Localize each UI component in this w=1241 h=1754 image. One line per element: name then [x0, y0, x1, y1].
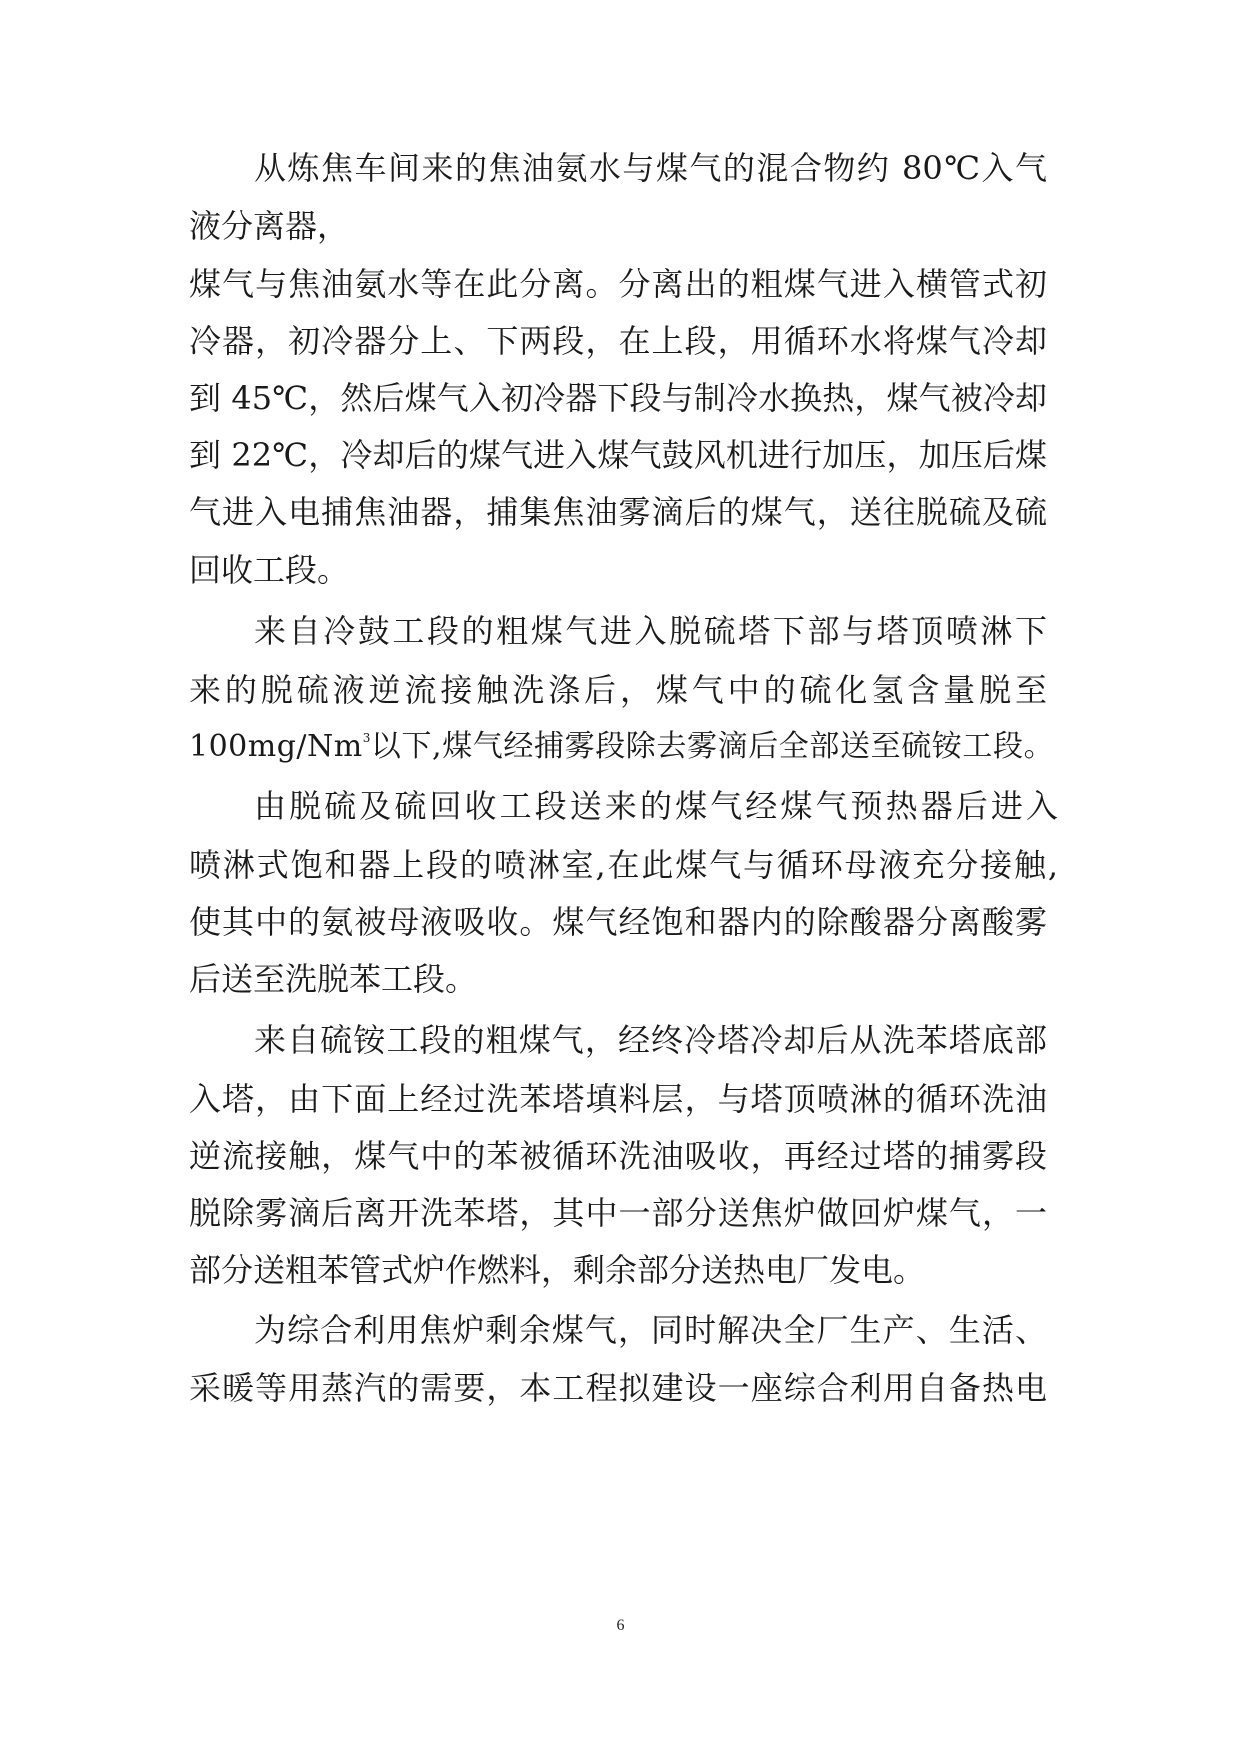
paragraph-4-line-2 — [0, 1079, 1241, 1119]
paragraph-5-line-2 — [0, 1368, 1241, 1408]
text-line: 采暖等用蒸汽的需要，本工程拟建设一座综合利用自备热电 — [189, 1369, 1047, 1407]
text-line: 煤气与焦油氨水等在此分离。分离出的粗煤气进入横管式初 — [189, 265, 1047, 303]
text-line: 来的脱硫液逆流接触洗涤后，煤气中的硫化氢含量脱至 — [189, 671, 1047, 709]
text-line: 来自冷鼓工段的粗煤气进入脱硫塔下部与塔顶喷淋下 — [254, 612, 1047, 650]
text-line: 到 22℃，冷却后的煤气进入煤气鼓风机进行加压，加压后煤 — [189, 436, 1047, 474]
paragraph-2-line-2 — [0, 670, 1241, 710]
text-line: 为综合利用焦炉剩余煤气，同时解决全厂生产、生活、 — [254, 1311, 1047, 1349]
text-line: 部分送粗苯管式炉作燃料，剩余部分送热电厂发电。 — [189, 1251, 926, 1289]
text-line: 气进入电捕焦油器，捕集焦油雾滴后的煤气，送往脱硫及硫 — [189, 493, 1047, 531]
text-line: 使其中的氨被母液吸收。煤气经饱和器内的除酸器分离酸雾 — [189, 903, 1047, 941]
text-line: 来自硫铵工段的粗煤气，经终冷塔冷却后从洗苯塔底部 — [254, 1021, 1047, 1059]
text-line-rest: 以下,煤气经捕雾段除去雾滴后全部送至硫铵工段。 — [370, 729, 1055, 764]
paragraph-1-line-4 — [0, 321, 1241, 361]
paragraph-4-line-1 — [0, 1020, 1241, 1060]
text-line: 后送至洗脱苯工段。 — [189, 960, 478, 998]
text-line: 从炼焦车间来的焦油氨水与煤气的混合物约 80℃入气 — [254, 149, 1047, 187]
paragraph-1-line-2 — [0, 206, 1241, 246]
paragraph-1-line-8 — [0, 550, 1241, 590]
text-line: 逆流接触，煤气中的苯被循环洗油吸收，再经过塔的捕雾段 — [189, 1137, 1047, 1175]
unit-text: 100mg/Nm — [189, 729, 363, 764]
text-line — [189, 727, 1058, 767]
paragraph-2-line-1 — [0, 611, 1241, 651]
paragraph-3-line-4 — [0, 959, 1241, 999]
page-number: 6 — [616, 1617, 625, 1634]
paragraph-4-line-5 — [0, 1250, 1241, 1290]
text-line: 液分离器， — [189, 207, 350, 245]
paragraph-1-line-1 — [0, 148, 1241, 188]
paragraph-3-line-3 — [0, 902, 1241, 942]
text-line: 冷器，初冷器分上、下两段，在上段，用循环水将煤气冷却 — [189, 322, 1047, 360]
paragraph-1-line-3 — [0, 264, 1241, 304]
text-line: 由脱硫及硫回收工段送来的煤气经煤气预热器后进入 — [254, 787, 1058, 825]
text-line: 到 45℃，然后煤气入初冷器下段与制冷水换热，煤气被冷却 — [189, 379, 1047, 417]
text-line: 喷淋式饱和器上段的喷淋室,在此煤气与循环母液充分接触, — [189, 846, 1058, 884]
paragraph-3-line-1 — [0, 786, 1241, 826]
paragraph-4-line-3 — [0, 1136, 1241, 1176]
paragraph-1-line-5 — [0, 378, 1241, 418]
paragraph-3-line-2 — [0, 845, 1241, 885]
text-line: 回收工段。 — [189, 551, 350, 589]
paragraph-1-line-7 — [0, 492, 1241, 532]
text-line: 入塔，由下面上经过洗苯塔填料层，与塔顶喷淋的循环洗油 — [189, 1080, 1047, 1118]
paragraph-5-line-1 — [0, 1310, 1241, 1350]
paragraph-2-line-3 — [0, 727, 1241, 767]
paragraph-1-line-6 — [0, 435, 1241, 475]
superscript: 3 — [362, 731, 371, 745]
paragraph-4-line-4 — [0, 1193, 1241, 1233]
text-line: 脱除雾滴后离开洗苯塔，其中一部分送焦炉做回炉煤气，一 — [189, 1194, 1047, 1232]
